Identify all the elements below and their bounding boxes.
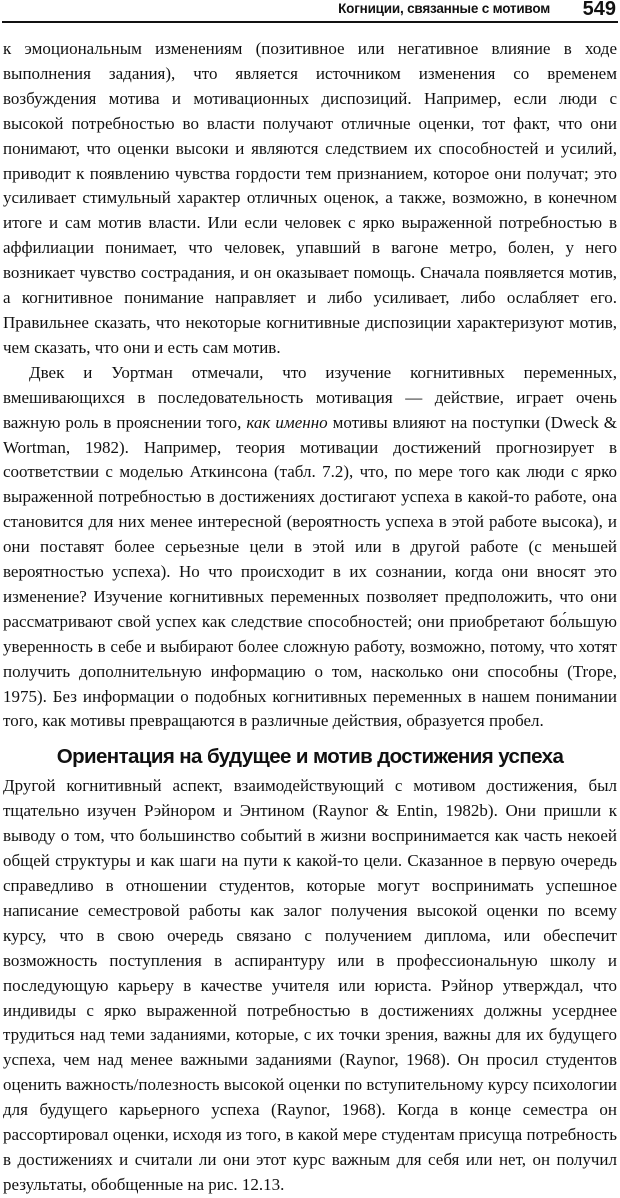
paragraph-1: к эмоциональным изменениям (позитивное или негативное влияние в ходе выполнения задания), что является источником изменения со временем возбуждения мотива и мотивационных диспозиций. Например, если люди с высокой потребностью во власти получают отличные оценки, тот факт, что они понимают, что оценки высоки и являются следствием их способностей и усилий, приводит к появлению чувства гордости тем признанием, которое они получат; это усиливает стимульный характер отличных оценок, а также, возможно, в конечном итоге и сам мотив власти. Или если человек с ярко выраженной потребностью в аффилиации понимает, что человек, упавший в вагоне метро, болен, у него возникает чувство сострадания, и он оказывает помощь. Сначала появляется мотив, а когнитивное понимание направляет и либо усиливает, либо ослабляет его. Правильнее сказать, что некоторые когнитивные диспозиции характеризуют мотив, чем сказать, что они и есть сам мотив. bbox=[3, 39, 617, 357]
page-number: 549 bbox=[582, 0, 616, 20]
running-head: Когниции, связанные с мотивом bbox=[338, 1, 550, 16]
paragraph-2-text-before: Двек и Уортман отмечали, что изучение когнитивных переменных, вмешивающихся в последовательность мотивация — действие, играет очень важную роль в прояснении того, bbox=[3, 362, 617, 432]
section-paragraph: Другой когнитивный аспект, взаимодействующий с мотивом достижения, был тщательно изучен Рэйнором и Энтином (Raynor & Entin, 1982b). Они пришли к выводу о том, что большинство событий в жизни воспринимается как часть некоей общей структуры и как шаги на пути к какой-то цели. Сказанное в первую очередь справедливо в отношении студентов, которые могут воспринимать успешное написание семестровой работы как залог получения высокой оценки по всему курсу, что в свою очередь связано с получением диплома, или обеспечит возможность поступления в аспирантуру или в профессиональную школу и последующую карьеру в качестве учителя или юриста. Рэйнор утверждал, что индивиды с ярко выраженной потребностью в достижениях должны усерднее трудиться над теми заданиями, которые, с их точки зрения, важны для их будущего успеха, чем над менее важными заданиями (Raynor, 1968). Он просил студентов оценить важность/полезность высокой оценки по вступительному курсу психологии для будущего карьерного успеха (Raynor, 1968). Когда в конце семестра он рассортировал оценки, исходя из того, в какой мере студентам присуща потребность в достижениях и считали ли они этот курс важным для себя или нет, он получил результаты, обобщенные на рис. 12.13. bbox=[3, 776, 617, 1194]
body-text bbox=[3, 37, 617, 1198]
paragraph-2-text-after: мотивы влияют на поступки (Dweck & Wortman, 1982). Например, теория мотивации достижений прогнозирует в соответствии с моделью Аткинсона (табл. 7.2), что, по мере того как люди с ярко выраженной потребностью в достижениях достигают успеха в какой-то работе, она становится для них менее интересной (вероятность успеха в этой работе высока), и они поставят более серьезные цели в этой или в другой работе (с меньшей вероятностью успеха). Но что происходит в их сознании, когда они вносят это изменение? Изучение когнитивных переменных позволяет предположить, что они рассматривают свой успех как следствие способностей; они приобретают бо́льшую уверенность в себе и выбирают более сложную работу, возможно, потому, что хотят получить дополнительную информацию о том, насколько они способны (Trope, 1975). Без информации о подобных когнитивных переменных в нашем понимании того, как мотивы превращаются в различные действия, образуется пробел. bbox=[3, 412, 618, 731]
page-header bbox=[0, 0, 620, 26]
paragraph-2-emphasis: как именно bbox=[246, 412, 328, 432]
paragraph-2 bbox=[3, 361, 617, 735]
section-heading: Ориентация на будущее и мотив достижения успеха bbox=[56, 745, 564, 769]
header-rule bbox=[2, 21, 618, 23]
